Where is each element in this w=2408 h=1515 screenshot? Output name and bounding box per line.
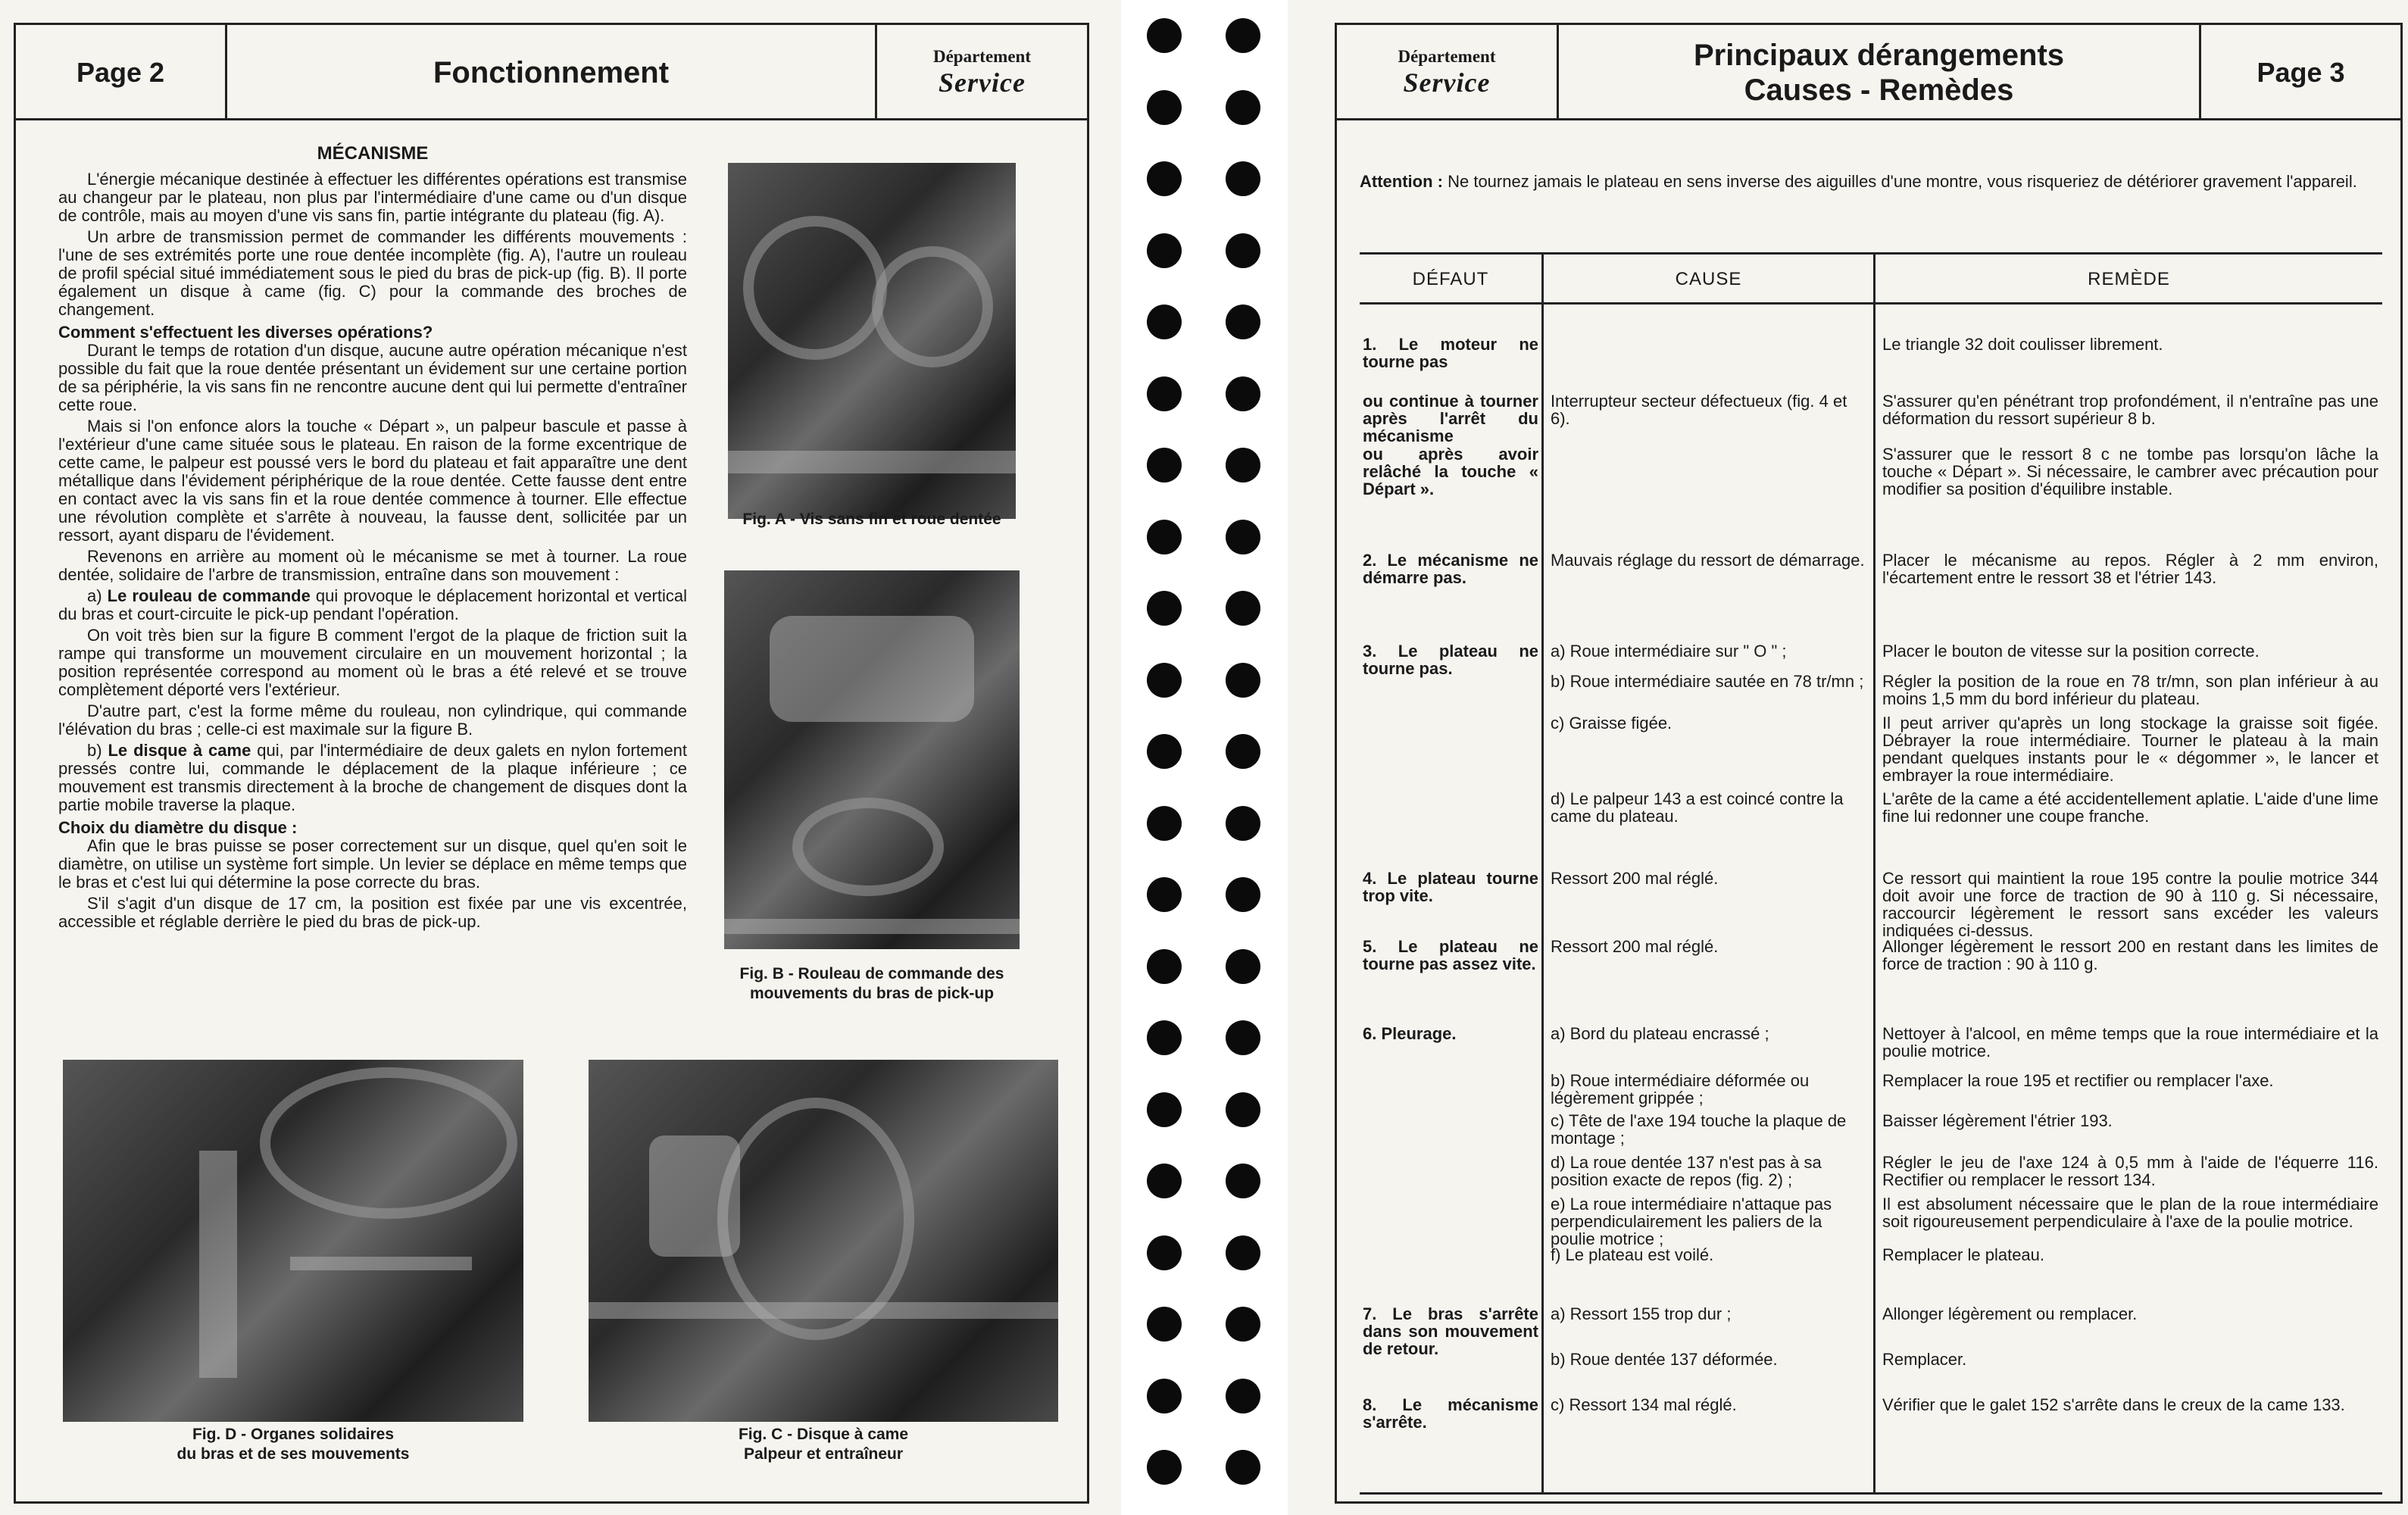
title-cell [1559,25,2199,120]
binding-ring [1147,448,1182,483]
spiral-binding [1136,0,1273,1515]
table-cell-defect: ou continue à tourner après l'arrêt du mécanisme [1363,392,1538,445]
table-cell-remedy: S'assurer qu'en pénétrant trop profondément, il n'entraîne pas une déformation du ressort supérieur 8 b. [1882,392,2378,428]
table-cell-remedy: S'assurer que le ressort 8 c ne tombe pas lorsqu'on lâche la touche « Départ ». Si nécessaire, le cambrer avec précaution pour modifier sa position d'équilibre instable. [1882,445,2378,498]
item-letter: a) [87,586,102,605]
binding-ring [1226,520,1260,554]
table-cell-defect: 4. Le plateau tourne trop vite. [1363,869,1538,905]
table-cell-cause: b) Roue intermédiaire sautée en 78 tr/mn ; [1551,672,1864,691]
column-header-defect: DÉFAUT [1412,269,1489,289]
caption-fig-a: Fig. A - Vis sans fin et roue dentée [742,511,1001,528]
page-number: Page 3 [2257,57,2345,88]
title-cell [227,25,875,120]
binding-ring [1147,1379,1182,1413]
binding-ring [1226,448,1260,483]
column-divider [1873,252,1875,1495]
table-cell-cause: a) Roue intermédiaire sur " O " ; [1551,642,1787,661]
column-header-cause: CAUSE [1675,269,1742,289]
attention-label: Attention : [1360,172,1443,191]
table-cell-cause: c) Ressort 134 mal réglé. [1551,1395,1737,1414]
paragraph-b [58,742,687,814]
table-cell-cause: a) Bord du plateau encrassé ; [1551,1024,1769,1043]
binding-ring [1147,734,1182,769]
table-cell-remedy: Remplacer la roue 195 et rectifier ou remplacer l'axe. [1882,1071,2274,1090]
binding-ring [1226,1020,1260,1055]
caption-line: Fig. B - Rouleau de commande des [739,965,1004,982]
department-label: Département [1398,47,1496,66]
binding-ring [1226,1450,1260,1485]
table-cell-cause: a) Ressort 155 trop dur ; [1551,1304,1732,1323]
binding-ring [1226,376,1260,411]
table-cell-remedy: Régler la position de la roue en 78 tr/mn, son plan inférieur à au moins 1,5 mm du bord inférieur du plateau. [1882,672,2378,708]
binding-ring [1226,233,1260,268]
binding-ring [1226,18,1260,53]
table-cell-cause: e) La roue intermédiaire n'attaque pas perpendiculairement les paliers de la poulie motrice ; [1551,1195,1832,1248]
table-cell-defect: 3. Le plateau ne tourne pas. [1363,642,1538,678]
table-cell-remedy: L'arête de la came a été accidentellement aplatie. L'aide d'une lime fine lui redonner une coupe franche. [1882,789,2378,826]
column-divider [1541,252,1544,1495]
table-cell-remedy: Ce ressort qui maintient la roue 195 contre la poulie motrice 344 doit avoir une force de traction de 90 à 110 g. Si nécessaire, raccourcir légèrement le ressort sans excéder les valeurs indiquées ci-dessus. [1882,869,2378,940]
binding-ring [1147,376,1182,411]
binding-ring [1226,1307,1260,1342]
caption-fig-b [717,964,1027,1004]
attention-text: Ne tournez jamais le plateau en sens inverse des aiguilles d'une montre, vous risqueriez de détériorer gravement l'appareil. [1448,172,2357,191]
paragraph: L'énergie mécanique destinée à effectuer les différentes opérations est transmise au changeur par le plateau, non plus par l'intermédiaire d'une came ou d'un disque de contrôle, mais au moyen d'une vis sans fin, partie intégrante du plateau (fig. A). [58,170,687,225]
binding-ring [1226,161,1260,196]
page-title: Principaux dérangements [1693,39,2065,72]
paragraph: D'autre part, c'est la forme même du rouleau, non cylindrique, qui commande l'élévation du bras ; celle-ci est maximale sur la figure B. [58,701,687,739]
left-page [0,0,1121,1515]
paragraph: On voit très bien sur la figure B comment l'ergot de la plaque de friction suit la rampe qui transforme un mouvement circulaire en un mouvement horizontal ; la position représentée correspond au moment où le bras a été relevé et se trouve complètement déporté vers l'extérieur. [58,626,687,699]
table-cell-defect: 8. Le mécanisme s'arrête. [1363,1395,1538,1432]
binding-ring [1226,591,1260,626]
caption-line: mouvements du bras de pick-up [749,985,995,1002]
binding-ring [1226,806,1260,841]
table-bottom-rule [1360,1492,2382,1495]
paragraph-a [58,587,687,623]
right-page [1288,0,2408,1515]
caption-fig-d [63,1425,523,1464]
photo-fig-a [728,163,1016,519]
table-cell-defect: 6. Pleurage. [1363,1024,1457,1043]
photo-fig-b [724,570,1020,949]
item-text: qui provoque le déplacement horizontal et vertical du bras et court-circuite le pick-up pendant l'opération. [58,586,687,623]
table-cell-remedy: Allonger légèrement le ressort 200 en restant dans les limites de force de traction : 90 à 110 g. [1882,937,2378,973]
table-cell-defect: 2. Le mécanisme ne démarre pas. [1363,551,1538,587]
binding-ring [1226,1164,1260,1198]
left-header [16,25,1087,120]
binding-ring [1147,1164,1182,1198]
table-cell-cause: Ressort 200 mal réglé. [1551,937,1719,956]
table-cell-cause: Ressort 200 mal réglé. [1551,869,1719,888]
table-cell-defect: 1. Le moteur ne tourne pas [1363,335,1538,371]
table-cell-cause: Mauvais réglage du ressort de démarrage. [1551,551,1865,570]
binding-ring [1226,734,1260,769]
page-title: Fonctionnement [433,55,670,89]
table-cell-remedy: Il peut arriver qu'après un long stockage la graisse soit figée. Débrayer la roue intermédiaire. Tourner le plateau à la main pendant quelques instants pour le « dégommer », le lancer et embrayer la roue intermédiaire. [1882,714,2378,785]
table-cell-remedy: Il est absolument nécessaire que le plan de la roue intermédiaire soit rigoureusement perpendiculaire à l'axe de la poulie motrice. [1882,1195,2378,1231]
table-cell-remedy: Baisser légèrement l'étrier 193. [1882,1111,2113,1130]
binding-ring [1147,233,1182,268]
binding-ring [1226,1235,1260,1270]
paragraph: Revenons en arrière au moment où le mécanisme se met à tourner. La roue dentée, solidaire de l'arbre de transmission, entraîne dans son mouvement : [58,547,687,584]
page-number: Page 2 [76,57,165,88]
binding-ring [1147,1450,1182,1485]
table-cell-cause: d) Le palpeur 143 a est coincé contre la came du plateau. [1551,789,1844,826]
table-cell-defect: 5. Le plateau ne tourne pas assez vite. [1363,937,1538,973]
table-cell-cause: d) La roue dentée 137 n'est pas à sa position exacte de repos (fig. 2) ; [1551,1153,1822,1189]
paragraph: Durant le temps de rotation d'un disque, aucune autre opération mécanique n'est possible du fait que la roue dentée présentant un évidement sur une certaine portion de sa périphérie, la vis sans fin ne rencontre aucune dent qui lui permette d'entraîner cette roue. [58,341,687,414]
page-number-cell [2201,25,2400,120]
table-cell-cause: c) Graisse figée. [1551,714,1672,733]
section-heading: MÉCANISME [317,143,429,164]
left-page-frame [14,23,1089,1504]
service-logo: Service [1403,67,1491,98]
paragraph: Afin que le bras puisse se poser correctement sur un disque, quel qu'en soit le diamètre, on utilise un système fort simple. Un levier se déplace en même temps que le bras et c'est lui qui détermine la pose correcte du bras. [58,836,687,892]
department-box [1337,25,1557,120]
table-cell-remedy: Régler le jeu de l'axe 124 à 0,5 mm à l'aide de l'équerre 116. Rectifier ou remplacer le ressort 134. [1882,1153,2378,1189]
table-cell-remedy: Remplacer le plateau. [1882,1245,2045,1264]
table-cell-remedy: Placer le bouton de vitesse sur la position correcte. [1882,642,2260,661]
binding-ring [1226,663,1260,698]
table-cell-cause: b) Roue intermédiaire déformée ou légèrement grippée ; [1551,1071,1810,1107]
subheading: Comment s'effectuent les diverses opérations? [58,323,433,342]
attention-note [1360,173,2382,191]
page-number-cell [16,25,225,120]
table-cell-cause: b) Roue dentée 137 déformée. [1551,1350,1778,1369]
binding-ring [1226,305,1260,339]
item-label: Le disque à came [108,741,251,760]
table-cell-cause: f) Le plateau est voilé. [1551,1245,1714,1264]
caption-line: Palpeur et entraîneur [743,1445,904,1463]
binding-ring [1147,305,1182,339]
binding-ring [1147,1020,1182,1055]
paragraph: S'il s'agit d'un disque de 17 cm, la position est fixée par une vis excentrée, accessible et réglable derrière le pied du bras de pick-up. [58,894,687,931]
binding-ring [1147,1307,1182,1342]
table-cell-defect: 7. Le bras s'arrête dans son mouvement de retour. [1363,1304,1538,1358]
table-cell-remedy: Vérifier que le galet 152 s'arrête dans le creux de la came 133. [1882,1395,2345,1414]
table-cell-remedy: Placer le mécanisme au repos. Régler à 2 mm environ, l'écartement entre le ressort 38 et l'étrier 143. [1882,551,2378,587]
item-letter: b) [87,741,102,760]
right-header [1337,25,2400,120]
caption-line: Fig. D - Organes solidaires [192,1426,395,1443]
binding-ring [1147,949,1182,984]
binding-ring [1147,591,1182,626]
table-cell-remedy: Nettoyer à l'alcool, en même temps que la roue intermédiaire et la poulie motrice. [1882,1024,2378,1060]
binding-ring [1147,663,1182,698]
table-top-rule [1360,252,2382,255]
binding-ring [1226,877,1260,912]
caption-fig-c [589,1425,1058,1464]
binding-ring [1147,877,1182,912]
item-label: Le rouleau de commande [107,586,311,605]
caption-line: Fig. C - Disque à came [738,1426,909,1443]
photo-fig-c [589,1060,1058,1422]
table-cell-remedy: Remplacer. [1882,1350,1967,1369]
service-logo: Service [939,67,1026,98]
binding-ring [1226,949,1260,984]
binding-ring [1147,90,1182,125]
department-label: Département [932,47,1031,66]
binding-ring [1147,1235,1182,1270]
paragraph: Mais si l'on enfonce alors la touche « Départ », un palpeur bascule et passe à l'extérieur d'une came située sous le plateau. En raison de la forme excentrique de cette came, le palpeur est poussé vers le bord du plateau et fait apparaître une dent métallique dans l'évidement périphérique de la roue dentée. Cette fausse dent entre en contact avec la vis sans fin et la roue dentée commence à tourner. Elle effectue une révolution complète et s'arrête à nouveau, la fausse dent, sollicitée par un ressort, ayant disparu de l'évidement. [58,417,687,545]
table-cell-defect: ou après avoir relâché la touche « Départ ». [1363,445,1538,498]
table-cell-remedy: Le triangle 32 doit coulisser librement. [1882,335,2163,354]
binding-ring [1147,18,1182,53]
binding-ring [1147,806,1182,841]
photo-fig-d [63,1060,523,1422]
right-page-frame [1335,23,2403,1504]
binding-ring [1147,1092,1182,1127]
department-box [877,25,1087,120]
table-cell-cause: c) Tête de l'axe 194 touche la plaque de montage ; [1551,1111,1847,1148]
binding-ring [1226,90,1260,125]
caption-line: du bras et de ses mouvements [176,1445,410,1463]
table-cell-cause: Interrupteur secteur défectueux (fig. 4 et 6). [1551,392,1847,428]
binding-ring [1147,520,1182,554]
troubleshooting-table [1360,252,2382,1495]
page-subtitle: Causes - Remèdes [1744,73,2014,107]
table-header-rule [1360,302,2382,305]
subheading: Choix du diamètre du disque : [58,818,298,837]
column-header-remedy: REMÈDE [2088,269,2170,289]
item-text: qui, par l'intermédiaire de deux galets en nylon fortement pressés contre lui, commande le déplacement de la plaque inférieure ; ce mouvement est transmis directement à la broche de changement de disques dont la partie mobile traverse la plaque. [58,741,687,814]
binding-ring [1147,161,1182,196]
binding-ring [1226,1379,1260,1413]
binding-ring [1226,1092,1260,1127]
paragraph: Un arbre de transmission permet de commander les différents mouvements : l'une de ses extrémités porte une roue dentée incomplète (fig. A), l'autre un rouleau de profil spécial situé immédiatement sous le pied du bras de pick-up (fig. B). Il porte également un disque à came (fig. C) pour la commande des broches de changement. [58,227,687,319]
mechanism-text [58,145,687,934]
table-cell-remedy: Allonger légèrement ou remplacer. [1882,1304,2138,1323]
